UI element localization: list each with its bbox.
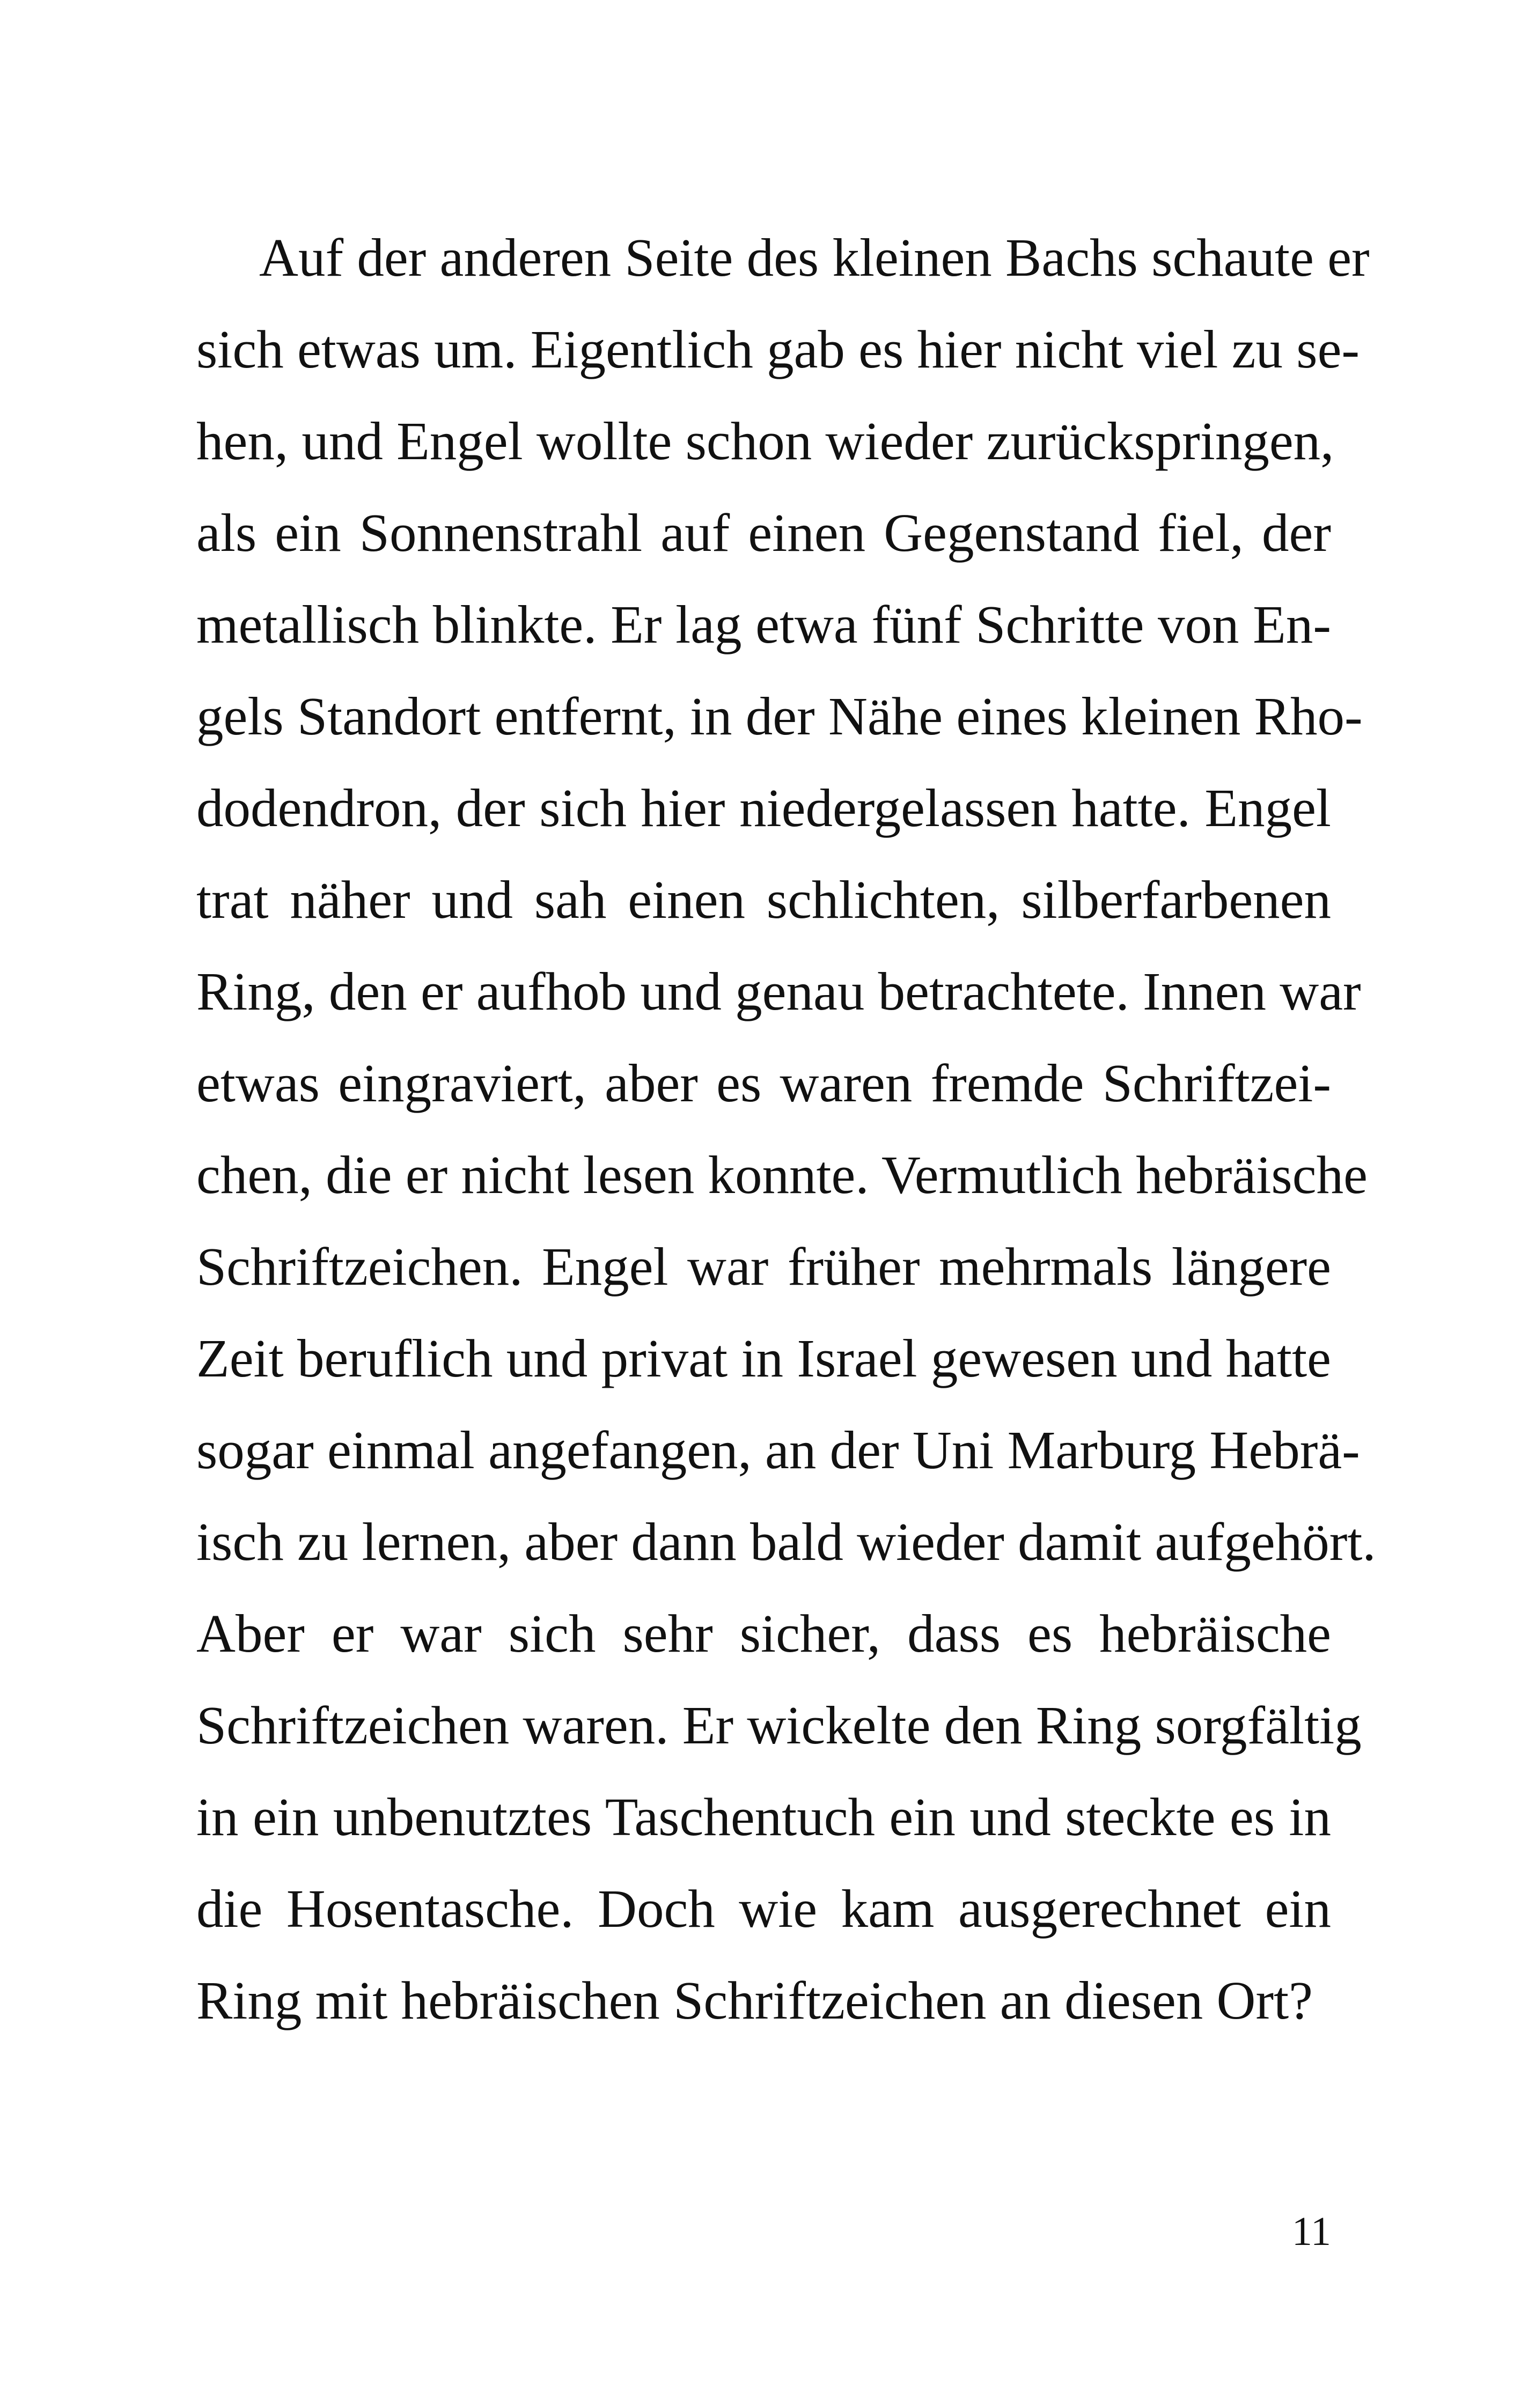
text-line: Ring mit hebräischen Schriftzeichen an diesen Ort? bbox=[196, 1970, 1313, 2030]
text-line: als ein Sonnenstrahl auf einen Gegenstand fiel, der bbox=[196, 503, 1331, 563]
text-line: isch zu lernen, aber dann bald wieder damit aufgehört. bbox=[196, 1512, 1376, 1572]
body-paragraph bbox=[196, 212, 1376, 2046]
text-line: chen, die er nicht lesen konnte. Vermutlich hebräische bbox=[196, 1145, 1368, 1205]
text-line: Aber er war sich sehr sicher, dass es hebräische bbox=[196, 1603, 1331, 1663]
text-line: Zeit beruflich und privat in Israel gewesen und hatte bbox=[196, 1328, 1331, 1388]
text-line: Auf der anderen Seite des kleinen Bachs schaute er bbox=[259, 227, 1370, 288]
text-line: dodendron, der sich hier niedergelassen hatte. Engel bbox=[196, 778, 1331, 838]
text-line: Ring, den er aufhob und genau betrachtete. Innen war bbox=[196, 961, 1361, 1021]
text-line: in ein unbenutztes Taschentuch ein und steckte es in bbox=[196, 1787, 1331, 1847]
text-line: Schriftzeichen. Engel war früher mehrmals längere bbox=[196, 1236, 1331, 1297]
text-line: etwas eingraviert, aber es waren fremde Schriftzei- bbox=[196, 1053, 1331, 1113]
text-line: Schriftzeichen waren. Er wickelte den Ring sorgfältig bbox=[196, 1695, 1362, 1755]
text-line: sogar einmal angefangen, an der Uni Marburg Hebrä- bbox=[196, 1420, 1360, 1480]
text-line: hen, und Engel wollte schon wieder zurückspringen, bbox=[196, 411, 1334, 471]
text-line: metallisch blinkte. Er lag etwa fünf Schritte von En- bbox=[196, 594, 1331, 654]
text-line: trat näher und sah einen schlichten, silberfarbenen bbox=[196, 870, 1331, 930]
text-line: sich etwas um. Eigentlich gab es hier nicht viel zu se- bbox=[196, 319, 1360, 379]
page-number: 11 bbox=[1291, 2209, 1331, 2254]
text-line: die Hosentasche. Doch wie kam ausgerechnet ein bbox=[196, 1879, 1331, 1939]
text-line: gels Standort entfernt, in der Nähe eines kleinen Rho- bbox=[196, 686, 1363, 746]
